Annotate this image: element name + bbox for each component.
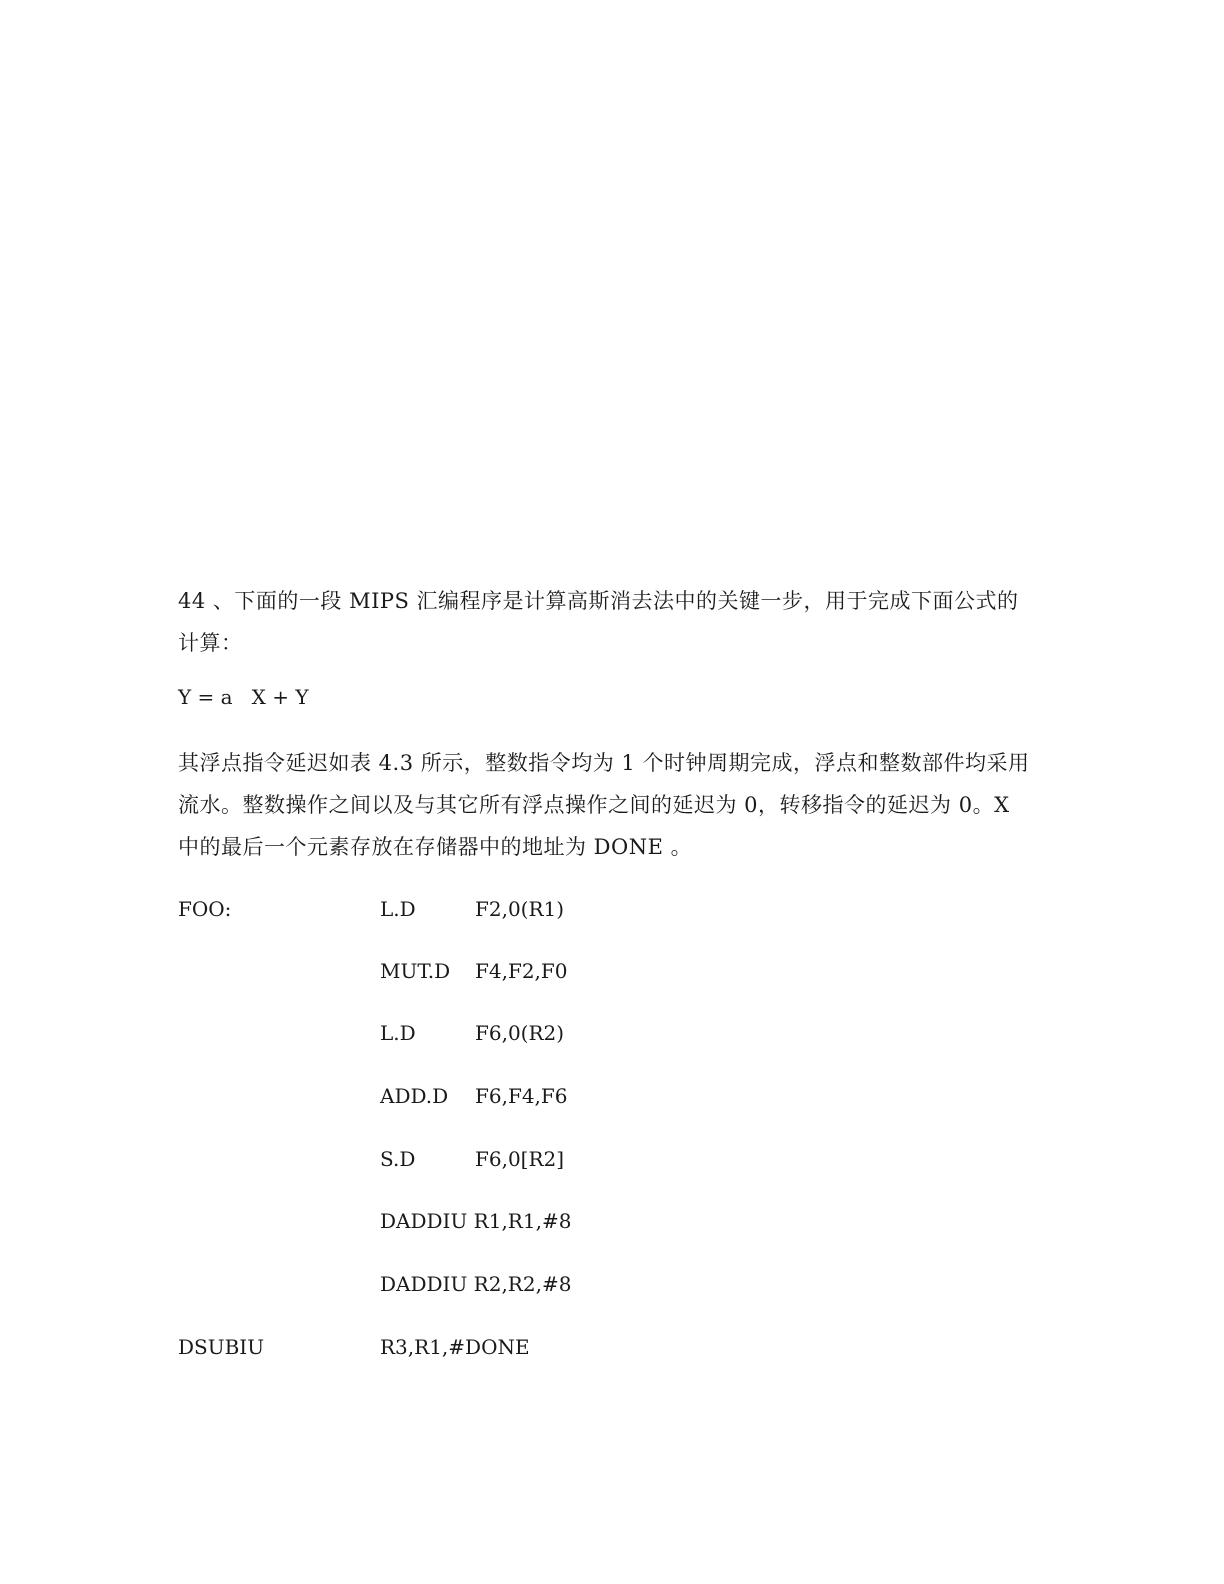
code-opcode: DADDIU R2,R2,#8 bbox=[380, 1272, 572, 1296]
code-label: FOO: bbox=[178, 897, 232, 921]
code-opcode: R3,R1,#DONE bbox=[380, 1335, 530, 1359]
code-line bbox=[0, 1207, 1224, 1235]
description-paragraph: 其浮点指令延迟如表 4.3 所示，整数指令均为 1 个时钟周期完成，浮点和整数部件均采用流水。整数操作之间以及与其它所有浮点操作之间的延迟为 0，转移指令的延迟为 0。X 中的最后一个元素存放在存储器中的地址为 DONE 。 bbox=[178, 751, 1030, 859]
code-opcode: S.D bbox=[380, 1147, 416, 1171]
code-line bbox=[0, 957, 1224, 985]
code-line bbox=[0, 895, 1224, 923]
code-operands: F6,0(R2) bbox=[475, 1021, 565, 1045]
formula: Y = a X + Y bbox=[178, 685, 309, 709]
code-opcode: DADDIU R1,R1,#8 bbox=[380, 1209, 572, 1233]
code-operands: F4,F2,F0 bbox=[475, 959, 568, 983]
code-opcode: MUT.D bbox=[380, 959, 451, 983]
code-operands: F6,0[R2] bbox=[475, 1147, 565, 1171]
code-opcode: L.D bbox=[380, 897, 416, 921]
code-line bbox=[0, 1145, 1224, 1173]
code-label: DSUBIU bbox=[178, 1335, 265, 1359]
question-paragraph: 44 、下面的一段 MIPS 汇编程序是计算高斯消去法中的关键一步，用于完成下面公式的计算： bbox=[178, 589, 1019, 655]
code-opcode: L.D bbox=[380, 1021, 416, 1045]
code-operands: F2,0(R1) bbox=[475, 897, 565, 921]
code-opcode: ADD.D bbox=[380, 1084, 449, 1108]
code-line bbox=[0, 1333, 1224, 1361]
code-line bbox=[0, 1270, 1224, 1298]
code-line bbox=[0, 1082, 1224, 1110]
code-operands: F6,F4,F6 bbox=[475, 1084, 568, 1108]
code-line bbox=[0, 1019, 1224, 1047]
